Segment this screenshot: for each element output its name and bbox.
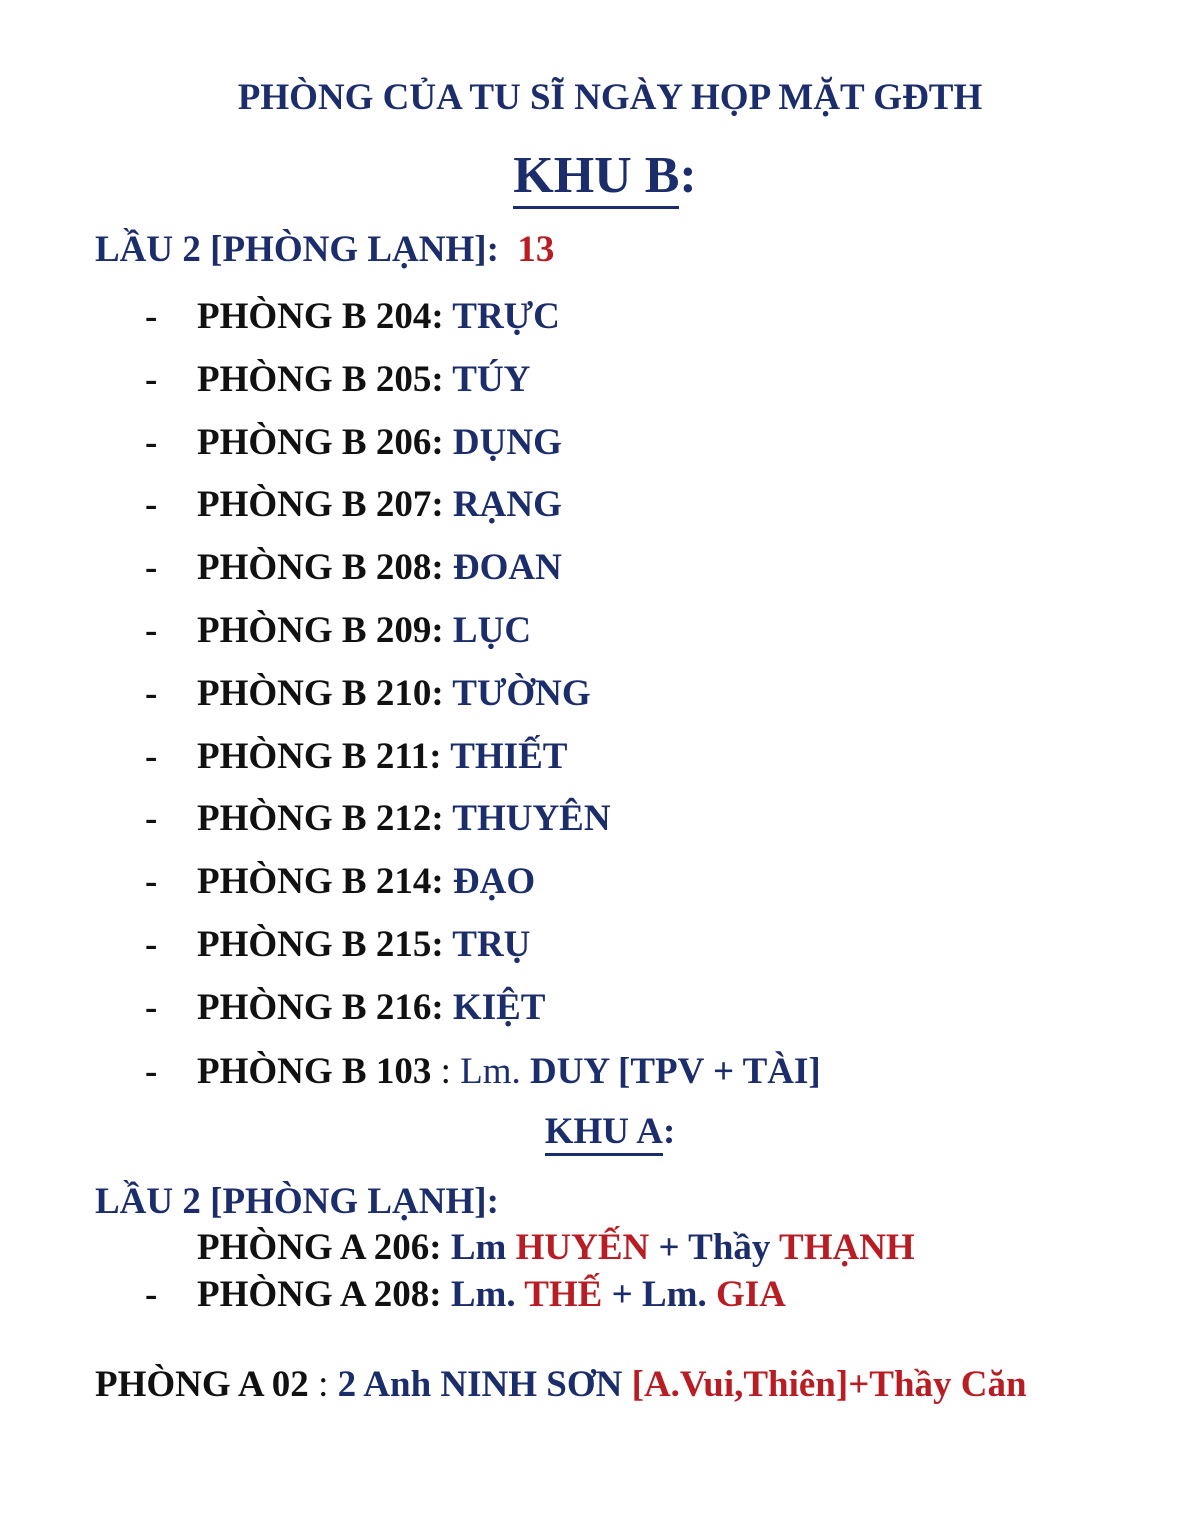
room-a206-label: PHÒNG A 206: — [197, 1227, 442, 1268]
room-a208-name1: THẾ — [524, 1274, 603, 1315]
list-dash: - — [145, 484, 158, 525]
room-a206-name1: HUYẾN — [515, 1227, 650, 1268]
room-occupant: TƯỜNG — [452, 673, 591, 714]
room-label: PHÒNG B 208: — [197, 547, 444, 588]
room-label: PHÒNG B 204: — [197, 296, 444, 337]
list-dash: - — [145, 673, 158, 714]
room-occupant: TRỤ — [452, 924, 531, 965]
khu-b-floor-label: LẦU 2 [PHÒNG LẠNH]: — [95, 229, 499, 270]
room-row — [197, 358, 530, 401]
room-occupant: DỤNG — [452, 422, 562, 463]
khu-a-floor-label: LẦU 2 [PHÒNG LẠNH]: — [95, 1181, 499, 1222]
room-row — [197, 483, 562, 526]
room-b103-row — [197, 1050, 821, 1093]
room-row — [197, 672, 591, 715]
list-dash: - — [145, 861, 158, 902]
room-row — [197, 923, 530, 966]
room-occupant: LỤC — [452, 610, 532, 651]
room-row — [197, 421, 562, 464]
khu-b-floor-count: 13 — [517, 229, 555, 270]
room-row — [197, 735, 567, 778]
room-occupant: RẠNG — [452, 484, 562, 525]
room-b103-sep: : — [440, 1051, 451, 1092]
room-occupant: TRỰC — [452, 296, 560, 337]
room-a02-extra: [A.Vui,Thiên]+Thầy Căn — [631, 1364, 1027, 1405]
khu-a-colon: : — [662, 1111, 676, 1152]
room-label: PHÒNG B 215: — [197, 924, 444, 965]
room-occupant: KIỆT — [452, 987, 546, 1028]
khu-b-colon: : — [679, 147, 697, 204]
room-label: PHÒNG B 210: — [197, 673, 444, 714]
room-a208-mid: + Lm. — [611, 1274, 707, 1315]
room-a02-row — [95, 1363, 1027, 1406]
list-dash: - — [145, 359, 158, 400]
khu-b-heading — [0, 146, 1200, 205]
room-label: PHÒNG B 211: — [197, 736, 442, 777]
room-occupant: THUYÊN — [452, 798, 611, 839]
room-occupant: ĐẠO — [452, 861, 536, 902]
room-row — [197, 546, 562, 589]
list-dash: - — [145, 547, 158, 588]
list-dash: - — [145, 736, 158, 777]
list-dash: - — [145, 1274, 158, 1315]
list-dash: - — [145, 610, 158, 651]
list-dash: - — [145, 924, 158, 965]
list-dash: - — [145, 296, 158, 337]
room-occupant: TÚY — [452, 359, 531, 400]
room-label: PHÒNG B 205: — [197, 359, 444, 400]
room-a02-guests: 2 Anh NINH SƠN — [337, 1364, 623, 1405]
khu-a-heading-text: KHU A — [545, 1111, 663, 1156]
room-a208-label: PHÒNG A 208: — [197, 1274, 442, 1315]
room-a206-name2: THẠNH — [779, 1227, 915, 1268]
room-a208-name2: GIA — [715, 1274, 786, 1315]
room-a206-mid: + Thầy — [658, 1227, 771, 1268]
list-dash: - — [145, 798, 158, 839]
room-label: PHÒNG B 209: — [197, 610, 444, 651]
list-dash: - — [145, 1051, 158, 1092]
room-a208-row — [197, 1273, 786, 1316]
room-label: PHÒNG B 212: — [197, 798, 444, 839]
room-row — [197, 860, 535, 903]
room-label: PHÒNG B 214: — [197, 861, 444, 902]
page-title: PHÒNG CỦA TU SĨ NGÀY HỌP MẶT GĐTH — [237, 77, 983, 118]
room-row — [197, 797, 611, 840]
room-a02-sep: : — [318, 1364, 329, 1405]
room-row — [197, 986, 545, 1029]
room-label: PHÒNG B 206: — [197, 422, 444, 463]
list-dash: - — [145, 987, 158, 1028]
khu-b-floor-heading — [95, 228, 554, 271]
room-row — [197, 295, 560, 338]
room-a206-prefix: Lm — [450, 1227, 507, 1268]
room-occupant: ĐOAN — [452, 547, 562, 588]
room-b103-name: DUY [TPV + TÀI] — [530, 1051, 821, 1092]
room-row — [197, 609, 531, 652]
room-a02-label: PHÒNG A 02 — [95, 1364, 309, 1405]
room-a208-prefix: Lm. — [450, 1274, 516, 1315]
room-occupant: THIẾT — [450, 736, 568, 777]
khu-a-heading — [0, 1110, 1200, 1153]
khu-b-heading-text: KHU B — [513, 147, 679, 209]
room-b103-label: PHÒNG B 103 — [197, 1051, 432, 1092]
room-label: PHÒNG B 216: — [197, 987, 444, 1028]
room-b103-prefix: Lm. — [460, 1051, 521, 1092]
room-a206-row — [197, 1226, 915, 1269]
list-dash: - — [145, 422, 158, 463]
room-label: PHÒNG B 207: — [197, 484, 444, 525]
